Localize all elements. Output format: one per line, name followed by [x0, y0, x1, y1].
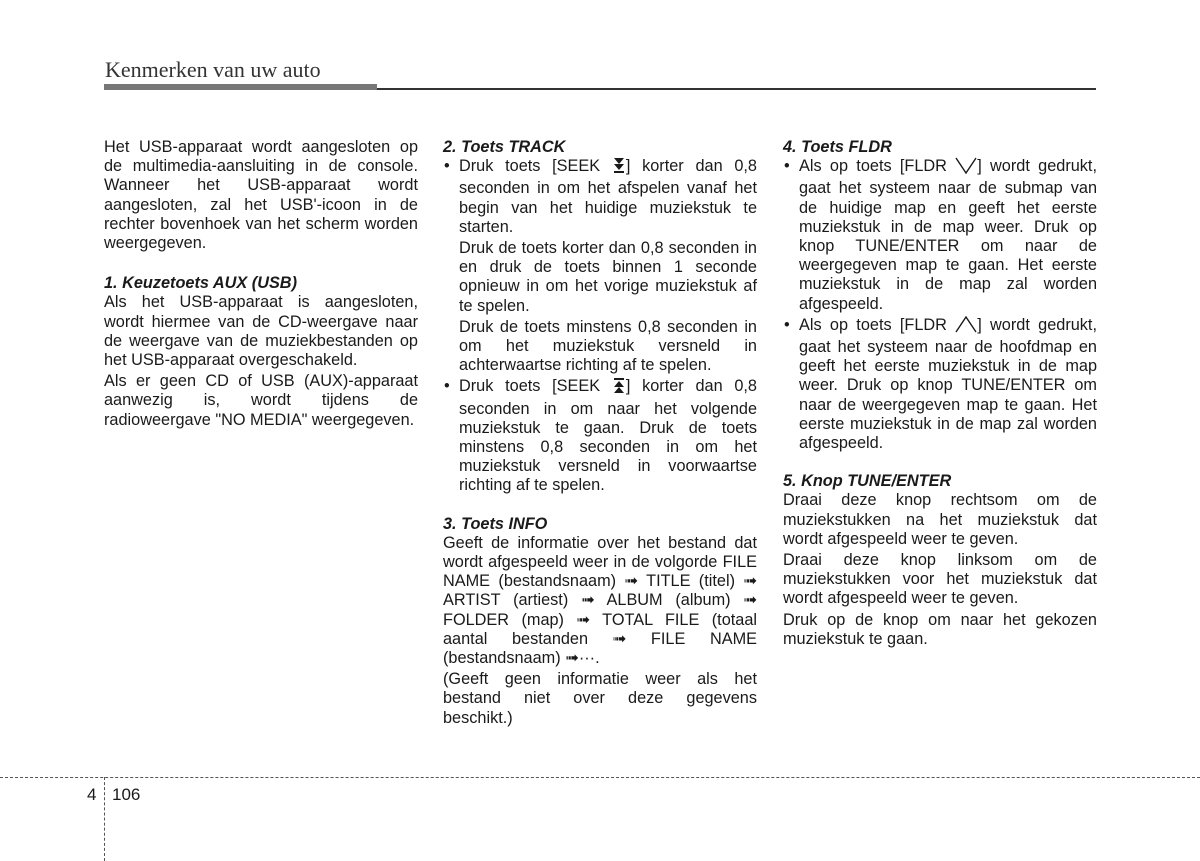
footer-margin-divider — [104, 777, 105, 861]
footer-divider — [0, 777, 1200, 778]
column-3 — [783, 138, 1097, 651]
bullet-fldr-up: • Als op toets [FLDR ] wordt gedrukt, gaat het systeem naar de hoofdmap en geeft het eerste muziekstuk in de map weer. Druk op knop TUNE/ENTER om naar de weergegeven map te gaan. Het eerste muziekstuk in de map zal worden afgespeeld. — [784, 315, 1097, 453]
chevron-down-icon — [955, 157, 977, 179]
track-note-1: Druk de toets korter dan 0,8 seconden in en druk de toets binnen 1 seconde opnieuw in om het vorige muziekstuk af te spelen. — [459, 239, 757, 315]
bullet-mark: • — [444, 377, 450, 396]
section-heading-track: 2. Toets TRACK — [443, 138, 566, 156]
chevron-up-icon — [955, 316, 977, 338]
bullet-mark: • — [784, 157, 790, 176]
tune-paragraph-3: Druk op de knop om naar het gekozen muziekstuk te gaan. — [783, 610, 1097, 648]
info-paragraph-2: (Geeft geen informatie weer als het bestand niet over deze gegevens beschikt.) — [443, 670, 757, 727]
tune-paragraph-1: Draai deze knop rechtsom om de muziekstukken na het muziekstuk dat wordt afgespeeld weer te geven. — [783, 491, 1097, 548]
intro-paragraph: Het USB-apparaat wordt aangesloten op de multimedia-aansluiting in de console. Wanneer het USB-apparaat wordt aangesloten, zal het USB'-icoon in de rechter bovenhoek van het scherm worden weergegeven. — [104, 138, 418, 253]
section-title: Kenmerken van uw auto — [105, 57, 321, 82]
section-heading-fldr: 4. Toets FLDR — [783, 138, 892, 156]
bullet-fldr-down: • Als op toets [FLDR ] wordt gedrukt, gaat het systeem naar de submap van de huidige map en geeft het eerste muziekstuk in de map weer. Druk op knop TUNE/ENTER om naar de weergegeven map te gaan. Het eerste muziekstuk in de map zal worden afgespeeld. — [784, 157, 1097, 313]
section-heading-aux: 1. Keuzetoets AUX (USB) — [104, 274, 297, 293]
bullet-mark: • — [784, 315, 790, 334]
section-heading-tune: 5. Knop TUNE/ENTER — [783, 472, 952, 491]
aux-paragraph-1: Als het USB-apparaat is aangesloten, wordt hiermee van de CD-weergave naar de weergave van de muziekbestanden op het USB-apparaat overgeschakeld. — [104, 293, 418, 370]
seek-up-arrow-icon — [612, 377, 626, 399]
chapter-number: 4 — [87, 785, 97, 804]
track-note-2: Druk de toets minstens 0,8 seconden in om het muziekstuk versneld in achterwaartse richting af te spelen. — [459, 317, 757, 375]
bullet-mark: • — [444, 157, 450, 176]
bullet-seek-up: • Druk toets [SEEK ] korter dan 0,8 seconden in om naar het volgende muziekstuk te gaan. Druk de toets minstens 0,8 seconden in om het muziekstuk versneld in voorwaartse richting af te spelen. — [444, 377, 757, 495]
section-heading-info: 3. Toets INFO — [443, 514, 548, 533]
column-1 — [104, 138, 418, 432]
seek-down-arrow-icon — [612, 157, 626, 179]
header-rule-accent — [104, 84, 377, 90]
info-paragraph-1: Geeft de informatie over het bestand dat wordt afgespeeld weer in de volgorde FILE NAME (bestandsnaam) ➟ TITLE (titel) ➟ ARTIST (artiest) ➟ ALBUM (album) ➟ FOLDER (map) ➟ TOTAL FILE (totaal aantal bestanden ➟ FILE NAME (bestandsnaam) ➟···. — [443, 533, 757, 668]
bullet-seek-down: • Druk toets [SEEK ] korter dan 0,8 seconden in om het afspelen vanaf het begin van het huidige muziekstuk te starten. — [444, 157, 757, 236]
aux-paragraph-2: Als er geen CD of USB (AUX)-apparaat aanwezig is, wordt tijdens de radioweergave "NO MEDIA" weergegeven. — [104, 372, 418, 429]
tune-paragraph-2: Draai deze knop linksom om de muziekstukken voor het muziekstuk dat wordt afgespeeld weer te geven. — [783, 551, 1097, 608]
page-number: 106 — [112, 785, 141, 804]
column-2 — [443, 138, 757, 730]
